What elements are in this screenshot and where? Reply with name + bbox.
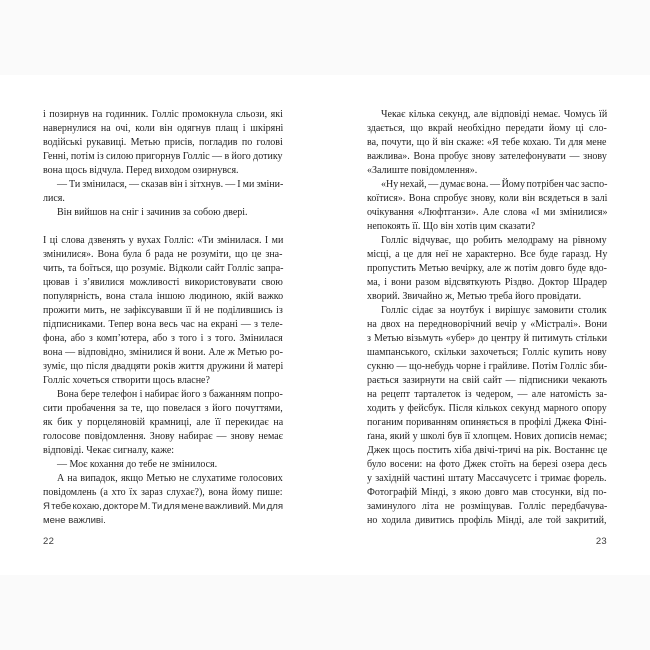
text-line bbox=[367, 416, 607, 430]
text-line bbox=[43, 262, 283, 276]
text-line-content: «Ну нехай, — думає вона. — Йому потрібен час заспо- bbox=[381, 179, 608, 190]
text-line bbox=[43, 402, 283, 416]
text-line-content: рається зазирнути на свій сайт — підписники чекають bbox=[367, 375, 607, 386]
text-line bbox=[43, 318, 283, 332]
text-line-content: і позирнув на годинник. Голліс промокнула сльози, які bbox=[43, 109, 283, 120]
text-line-content: Генні, потім із силою пригорнув Голліс — в його дотику bbox=[43, 151, 283, 162]
text-line bbox=[43, 304, 283, 318]
text-line bbox=[367, 514, 607, 528]
right-page-text bbox=[367, 108, 607, 528]
text-line-content: сукню — що-небудь чорне і грайливе. Потім Голліс зби- bbox=[367, 361, 608, 372]
left-page-number: 22 bbox=[43, 536, 55, 547]
text-line-content: Голліс хочеться створити щось власне? bbox=[43, 375, 210, 386]
text-line-content: лися. bbox=[43, 193, 65, 204]
text-line bbox=[367, 318, 607, 332]
text-line bbox=[43, 416, 283, 430]
text-line bbox=[43, 108, 283, 122]
text-line-content: зуміє, що після двадцяти років життя дружини й матері bbox=[43, 361, 284, 372]
text-line bbox=[43, 150, 283, 164]
text-line bbox=[367, 458, 607, 472]
text-line bbox=[43, 332, 283, 346]
text-line-content: здається, що вкрай необхідно передати йому ці сло- bbox=[367, 123, 607, 134]
text-line-content: коїтися». Вона спробує знову, коли він всядеться в залі bbox=[367, 193, 608, 204]
text-line bbox=[367, 122, 607, 136]
text-line-content: важлива». Вона пробує знову зателефонувати — знову bbox=[367, 151, 607, 162]
text-line-content: змінилися». Вона була б рада не розуміти, що це зна- bbox=[43, 249, 283, 260]
text-line-content: — Моє кохання до тебе не змінилося. bbox=[57, 459, 218, 470]
text-line-content: з Метью візьмуть «убер» до центру й питимуть стільки bbox=[367, 333, 608, 344]
text-line-content: хворий. Звичайно ж, Метью треба його провідати. bbox=[367, 291, 582, 302]
text-line-content: підписниками. Тепер вона весь час на екрані — з теле- bbox=[43, 319, 283, 330]
text-line bbox=[367, 346, 607, 360]
text-line bbox=[367, 500, 607, 514]
text-line-content: місці, а це для неї не характерно. Все буде гаразд. Ну bbox=[367, 249, 608, 260]
text-line bbox=[367, 220, 607, 234]
text-line-content: ходить у фейсбук. Після кількох секунд марного опору bbox=[367, 403, 607, 414]
text-line-content: на рецепт тарталеток із чедером, — але натомість за- bbox=[367, 389, 608, 400]
text-line-content: цював і з’явилися можливості використовувати свою bbox=[43, 277, 283, 288]
text-line bbox=[43, 136, 283, 150]
left-page-text bbox=[43, 108, 283, 528]
text-line bbox=[43, 248, 283, 262]
text-line bbox=[43, 346, 283, 360]
text-line bbox=[367, 290, 607, 304]
text-line-content: Джек щось постить хіба двічі-тричі на рік. Востаннє це bbox=[367, 445, 608, 456]
text-line-content: прожити мить, не зафіксувавши її й не поділившись із bbox=[43, 305, 283, 316]
text-line bbox=[43, 206, 283, 220]
text-line bbox=[367, 192, 607, 206]
text-line bbox=[367, 472, 607, 486]
text-line bbox=[367, 430, 607, 444]
text-line-content: водійські рукавиці. Метью присів, погладив по голові bbox=[43, 137, 283, 148]
text-line bbox=[367, 136, 607, 150]
text-line-content: як бик у порцеляновій крамниці, але її перекидає на bbox=[43, 417, 284, 428]
text-line bbox=[367, 262, 607, 276]
text-line-content: — Ти змінилася, — сказав він і зітхнув. — І ми зміни- bbox=[57, 179, 284, 190]
text-line-content: А на випадок, якщо Метью не слухатиме голосових bbox=[57, 473, 283, 484]
text-line bbox=[367, 402, 607, 416]
text-line bbox=[43, 164, 283, 178]
text-line bbox=[43, 444, 283, 458]
text-line-content: популярність, вона стала іншою людиною, якій важко bbox=[43, 291, 284, 302]
text-line-content: мене важливі. bbox=[43, 515, 106, 526]
text-line-content: відповіді. Чекає сигналу, каже: bbox=[43, 445, 175, 456]
text-line bbox=[367, 276, 607, 290]
text-line bbox=[367, 486, 607, 500]
text-line bbox=[367, 178, 607, 192]
text-line bbox=[367, 304, 607, 318]
text-line-content: вона щось відчула. Перед виходом озирнувся. bbox=[43, 165, 239, 176]
text-line-content: Фотографій Мінді, з якою довго мав стосунки, від по- bbox=[367, 487, 607, 498]
text-line bbox=[43, 192, 283, 206]
text-line-content: повідомлень (а хто їх зараз слухає?), вона йому пише: bbox=[43, 487, 283, 498]
book-page-spread bbox=[0, 75, 650, 575]
text-line bbox=[43, 458, 283, 472]
text-line bbox=[367, 360, 607, 374]
text-line bbox=[43, 178, 283, 192]
text-line bbox=[43, 234, 283, 248]
text-line bbox=[43, 472, 283, 486]
text-line-content: Я тебе кохаю, докторе М. Ти для мене важливий. Ми для bbox=[43, 501, 284, 512]
text-line-content: Він вийшов на сніг і зачинив за собою двері. bbox=[57, 207, 248, 218]
text-line-content: ва, почути, що й він скаже: «Я тебе кохаю. Ти для мене bbox=[367, 137, 607, 148]
text-line-content: було восени: на фото Джек стоїть на березі озера десь bbox=[367, 459, 607, 470]
text-line-content: у західній частині штату Массачусетс і тримає форель. bbox=[367, 473, 607, 484]
text-line-content: Голліс сідає за ноутбук і вирішує замовити столик bbox=[381, 305, 607, 316]
text-line-content: очікування «Люфтганзи». Але слова «І ми змінилися» bbox=[367, 207, 608, 218]
text-line-content: поганим пориванням опиняється в профілі Джека Фіні- bbox=[367, 417, 607, 428]
text-line bbox=[367, 234, 607, 248]
text-line bbox=[43, 486, 283, 500]
text-line-content: заминулого літа не розміщував. Голліс передбачува- bbox=[367, 501, 608, 512]
text-line-content: ґана, який у школі був її хлопцем. Нових дописів немає; bbox=[367, 431, 608, 442]
text-line-content: голосове повідомлення. Знову набирає — знову немає bbox=[43, 431, 283, 442]
text-line-content: чить, та боїться, що розуміє. Відколи сайт Голліс запра- bbox=[43, 263, 284, 274]
text-line bbox=[43, 500, 283, 514]
text-line bbox=[367, 108, 607, 122]
text-line-content: І ці слова дзвенять у вухах Голліс: «Ти змінилася. І ми bbox=[43, 235, 284, 246]
text-line-content: Вона бере телефон і набирає його з бажанням попро- bbox=[57, 389, 283, 400]
text-line-content: вона — відповідно, змінилися й вони. Але ж Метью ро- bbox=[43, 347, 283, 358]
text-line bbox=[367, 206, 607, 220]
text-line bbox=[43, 514, 283, 528]
text-line bbox=[367, 332, 607, 346]
text-line-content: пропустить Метью вечірку, але ж потім довго буде вдо- bbox=[367, 263, 607, 274]
text-line-content: «Залиште повідомлення». bbox=[367, 165, 478, 176]
text-line bbox=[43, 290, 283, 304]
text-line bbox=[43, 220, 283, 234]
text-line bbox=[43, 374, 283, 388]
text-line-content: но ходила дивитись профіль Мінді, але той закритий, bbox=[367, 515, 607, 526]
text-line-content: непокоять її. Що він хотів цим сказати? bbox=[367, 221, 536, 232]
text-line-content: фона, або з комп’ютера, або з того і з того. Змінилася bbox=[43, 333, 283, 344]
text-line bbox=[43, 388, 283, 402]
text-line-content: Голліс відчуває, що робить мелодраму на рівному bbox=[381, 235, 607, 246]
text-line-content: Чекає кілька секунд, але відповіді немає. Чомусь їй bbox=[381, 109, 608, 120]
text-line bbox=[367, 374, 607, 388]
right-page-number: 23 bbox=[595, 536, 607, 547]
text-line-content: шампанського, скільки захочеться; Голліс купить нову bbox=[367, 347, 607, 358]
text-line bbox=[367, 164, 607, 178]
text-line bbox=[43, 360, 283, 374]
text-line bbox=[43, 122, 283, 136]
text-line bbox=[367, 444, 607, 458]
text-line bbox=[43, 276, 283, 290]
text-line bbox=[367, 388, 607, 402]
text-line bbox=[43, 430, 283, 444]
text-line bbox=[367, 248, 607, 262]
text-line-content: навернулися на очі, коли він одягнув плащ і шкіряні bbox=[43, 123, 284, 134]
text-line bbox=[367, 150, 607, 164]
text-line-content: сити пробачення за те, що повелася з його почуттями, bbox=[43, 403, 283, 414]
text-line-content: ма, і вони разом відсвяткують Різдво. Доктор Шрадер bbox=[367, 277, 608, 288]
text-line-content: на двох на передноворічний вечір у «Містралі». Вони bbox=[367, 319, 608, 330]
